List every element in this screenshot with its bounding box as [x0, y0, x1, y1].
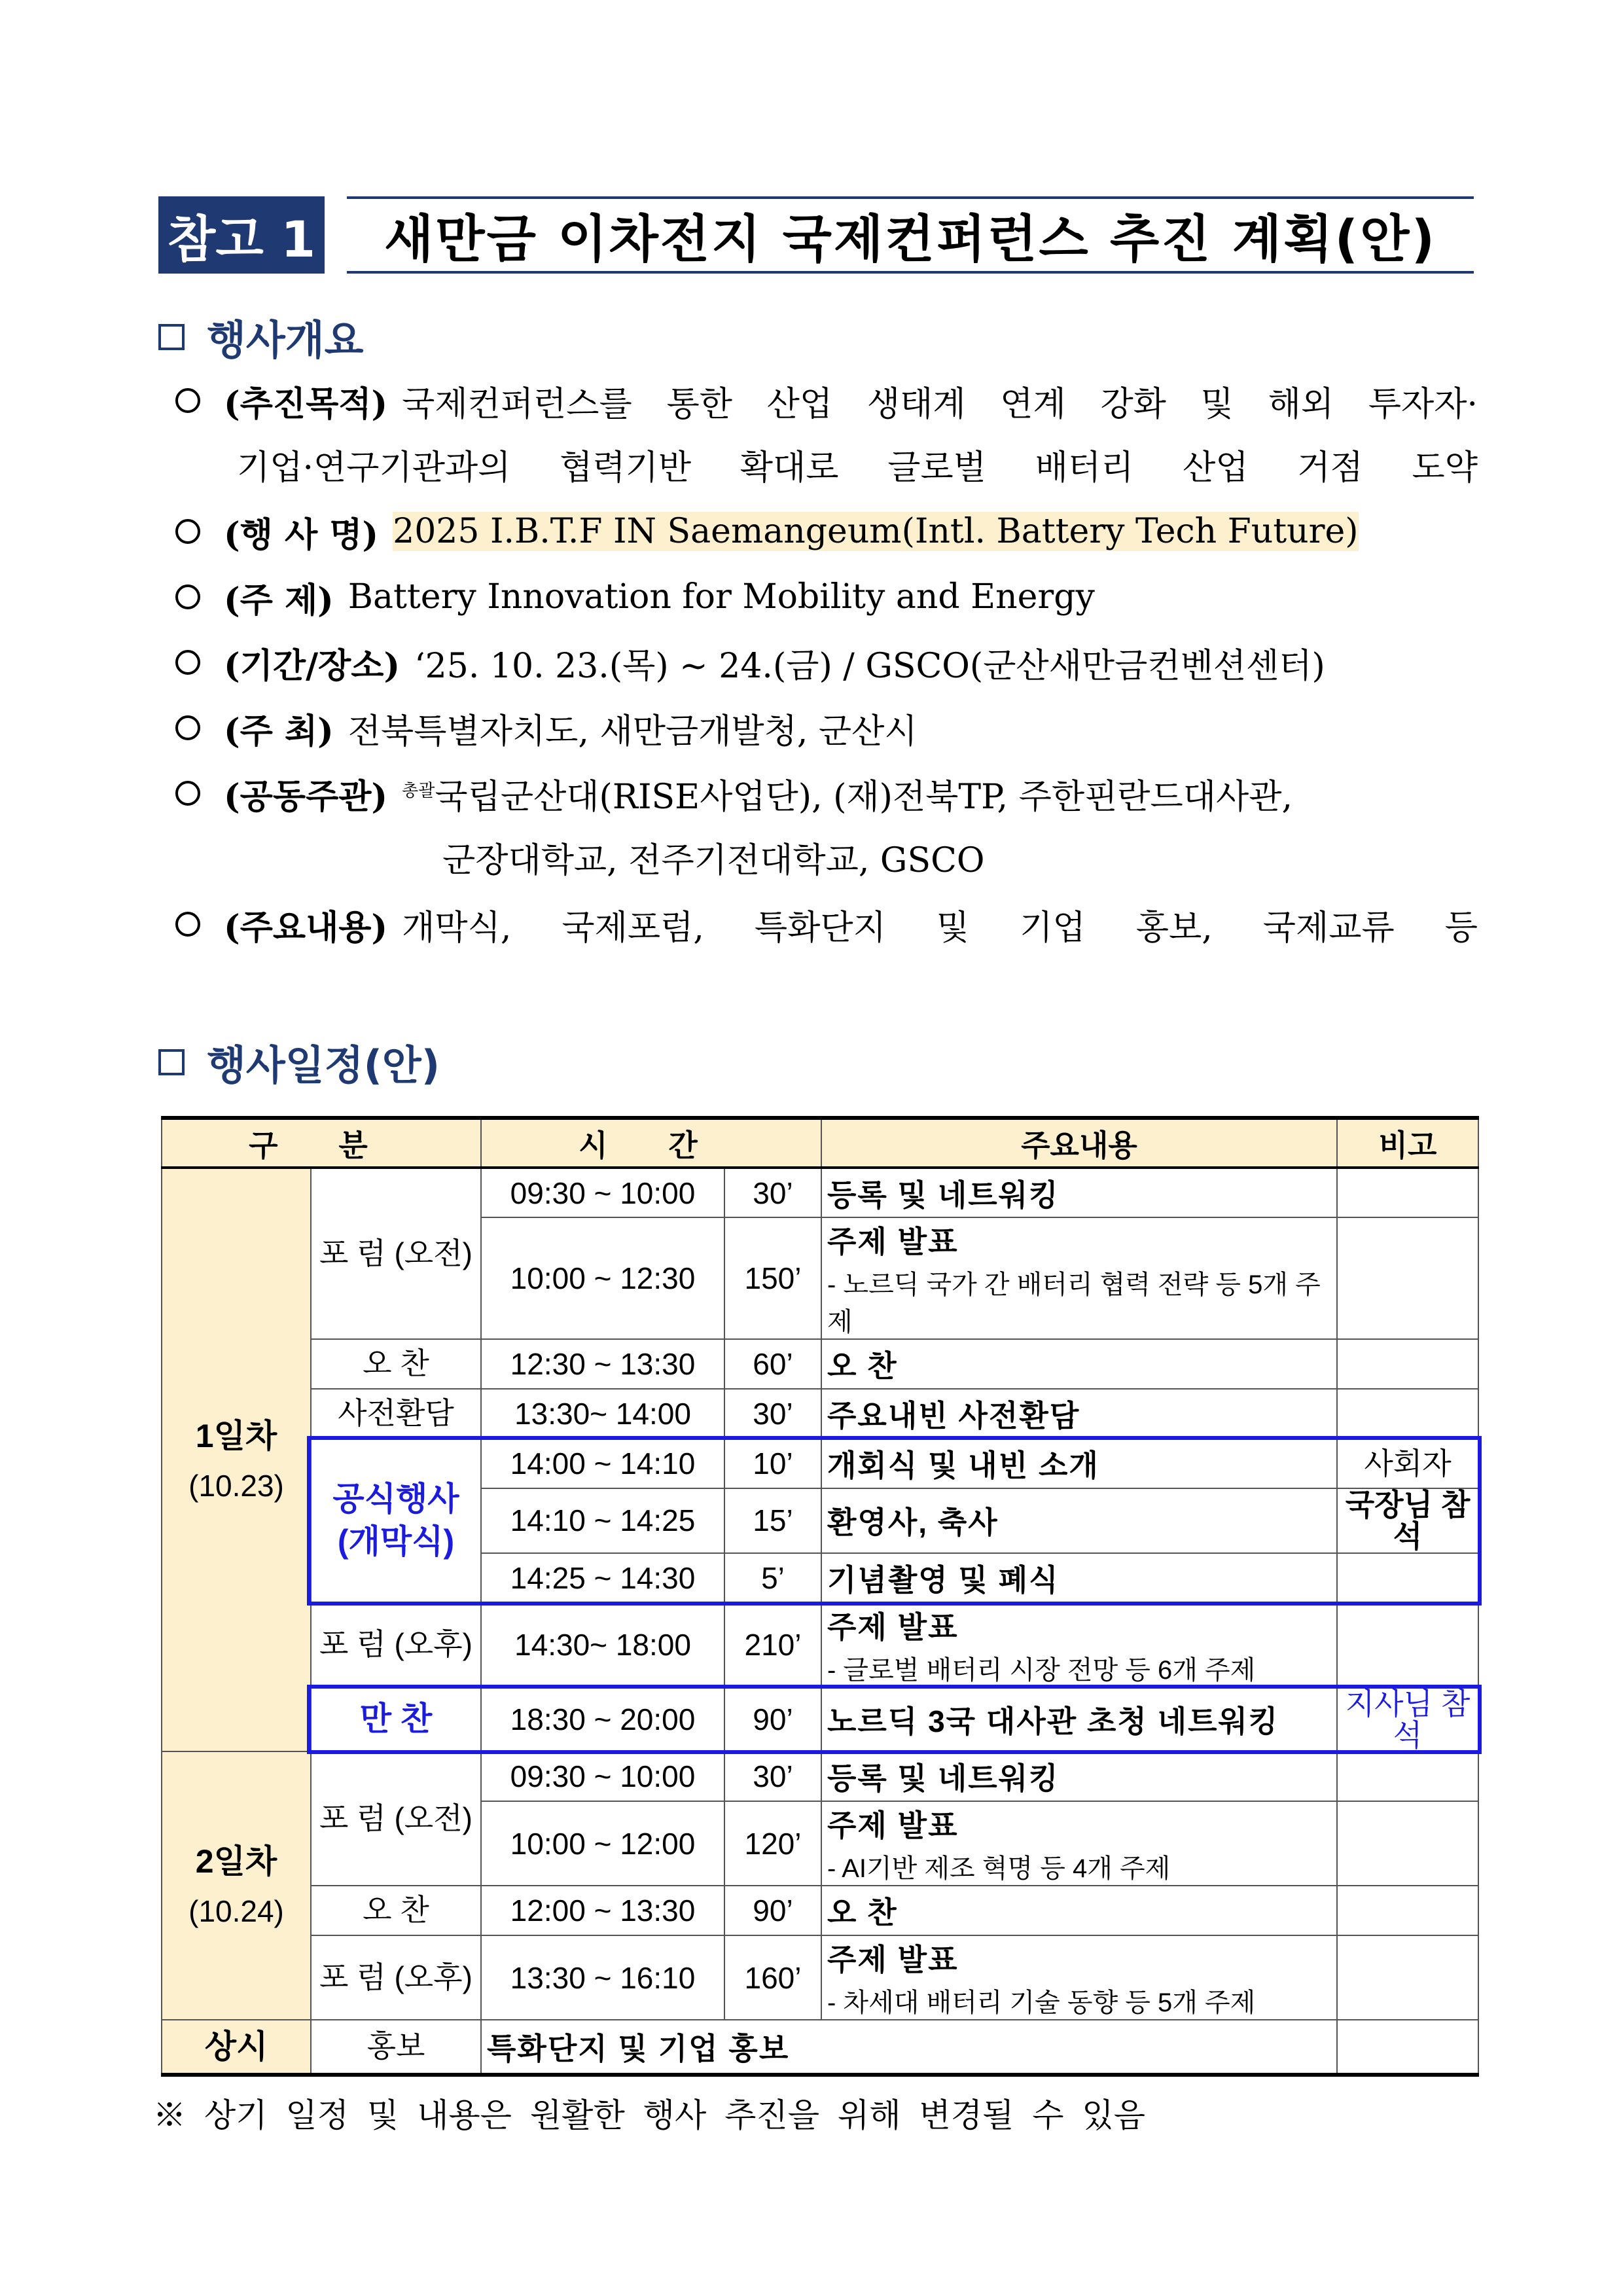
footnote: ※ 상기 일정 및 내용은 원활한 행사 추진을 위해 변경될 수 있음	[153, 2097, 1146, 2134]
item-label: (주 제)	[224, 580, 334, 620]
item-continuation: 군장대학교, 전주기전대학교, GSCO	[442, 841, 985, 880]
content-cell: 특화단지 및 기업 홍보	[481, 2020, 1337, 2075]
circle-bullet-icon	[175, 715, 200, 740]
table-row	[162, 1687, 1478, 1752]
note-cell	[1337, 1751, 1478, 1801]
duration-cell: 210’	[724, 1603, 821, 1687]
reference-badge: 참고 1	[158, 196, 325, 274]
table-row	[162, 1603, 1478, 1687]
time-cell: 10:00 ~ 12:00	[481, 1801, 724, 1886]
day2-label: 2일차	[195, 1843, 277, 1880]
page-title: 새만금 이차전지 국제컨퍼런스 추진 계획(안)	[347, 196, 1474, 274]
division-cell: 포 럼 (오전)	[311, 1751, 481, 1886]
item-sup: 총괄	[402, 781, 435, 801]
header-note: 비고	[1337, 1118, 1478, 1168]
content-main: 주제 발표	[827, 1225, 959, 1259]
division-cell: 포 럼 (오전)	[311, 1168, 481, 1339]
content-cell: 등록 및 네트워킹	[821, 1751, 1337, 1801]
time-cell: 14:00 ~ 14:10	[481, 1439, 724, 1488]
item-text: 국제컨퍼런스를 통한 산업 생태계 연계 강화 및 해외 투자자·	[402, 384, 1478, 424]
circle-bullet-icon	[175, 912, 200, 937]
overview-item-event-name	[175, 502, 1478, 561]
content-sub: - 차세대 배터리 기술 동향 등 5개 주제	[827, 1988, 1256, 2018]
content-cell: 기념촬영 및 폐식	[821, 1553, 1337, 1603]
division-cell-ceremony: 공식행사 (개막식)	[311, 1439, 481, 1603]
content-sub: - 글로벌 배터리 시장 전망 등 6개 주제	[827, 1655, 1256, 1685]
overview-item-host	[175, 698, 1478, 757]
duration-cell: 5’	[724, 1553, 821, 1603]
table-row	[162, 1439, 1478, 1488]
note-cell	[1337, 1217, 1478, 1339]
table-row	[162, 1389, 1478, 1439]
content-cell	[821, 1935, 1337, 2020]
item-text: Battery Innovation for Mobility and Energy	[348, 577, 1095, 617]
content-sub: - AI기반 제조 혁명 등 4개 주제	[827, 1854, 1171, 1884]
item-label: (주 최)	[224, 711, 334, 751]
content-cell: 등록 및 네트워킹	[821, 1168, 1337, 1217]
day1-label: 1일차	[195, 1417, 277, 1454]
note-cell	[1337, 1168, 1478, 1217]
time-cell: 13:30 ~ 16:10	[481, 1935, 724, 2020]
table-row	[162, 1886, 1478, 1935]
overview-section-header	[158, 308, 364, 366]
time-cell: 09:30 ~ 10:00	[481, 1168, 724, 1217]
note-cell	[1337, 1935, 1478, 2020]
table-row	[162, 2020, 1478, 2075]
content-cell: 환영사, 축사	[821, 1488, 1337, 1553]
day2-cell	[162, 1751, 311, 2020]
circle-bullet-icon	[175, 781, 200, 806]
item-text: 전북특별자치도, 새만금개발청, 군산시	[348, 711, 918, 751]
overview-item-period-venue	[175, 633, 1478, 692]
content-cell: 주요내빈 사전환담	[821, 1389, 1337, 1439]
time-cell: 18:30 ~ 20:00	[481, 1687, 724, 1752]
item-continuation: 기업·연구기관과의 협력기반 확대로 글로벌 배터리 산업 거점 도약	[237, 448, 1478, 488]
content-cell	[821, 1603, 1337, 1687]
table-row	[162, 1751, 1478, 1801]
header-content: 주요내용	[821, 1118, 1337, 1168]
note-cell: 지사님 참석	[1337, 1687, 1478, 1752]
content-cell: 오 찬	[821, 1886, 1337, 1935]
division-cell: 오 찬	[311, 1339, 481, 1389]
day1-cell	[162, 1168, 311, 1751]
schedule-section-header	[158, 1033, 440, 1091]
schedule-title: 행사일정(안)	[207, 1041, 440, 1089]
content-main: 주제 발표	[827, 1609, 959, 1644]
circle-bullet-icon	[175, 388, 200, 413]
time-cell: 12:00 ~ 13:30	[481, 1886, 724, 1935]
time-cell: 14:30~ 18:00	[481, 1603, 724, 1687]
duration-cell: 30’	[724, 1389, 821, 1439]
item-label: (공동주관)	[224, 776, 388, 817]
duration-cell: 60’	[724, 1339, 821, 1389]
item-label: (주요내용)	[224, 907, 388, 948]
day2-date: (10.24)	[188, 1894, 284, 1929]
note-cell	[1337, 1801, 1478, 1886]
day1-date: (10.23)	[188, 1468, 284, 1503]
note-cell: 국장님 참석	[1337, 1488, 1478, 1553]
overview-item-main-content	[175, 895, 1478, 954]
time-cell: 14:25 ~ 14:30	[481, 1553, 724, 1603]
time-cell: 13:30~ 14:00	[481, 1389, 724, 1439]
division-cell: 포 럼 (오후)	[311, 1935, 481, 2020]
duration-cell: 150’	[724, 1217, 821, 1339]
note-cell: 사회자	[1337, 1439, 1478, 1488]
header-division: 구 분	[162, 1118, 481, 1168]
time-cell: 09:30 ~ 10:00	[481, 1751, 724, 1801]
circle-bullet-icon	[175, 584, 200, 609]
time-cell: 10:00 ~ 12:30	[481, 1217, 724, 1339]
header-time: 시 간	[481, 1118, 821, 1168]
note-cell	[1337, 1553, 1478, 1603]
circle-bullet-icon	[175, 519, 200, 544]
content-cell: 노르딕 3국 대사관 초청 네트워킹	[821, 1687, 1337, 1752]
content-sub: - 노르딕 국가 간 배터리 협력 전략 등 5개 주제	[827, 1270, 1321, 1336]
table-row	[162, 1935, 1478, 2020]
content-cell	[821, 1801, 1337, 1886]
item-text: ‘25. 10. 23.(목) ~ 24.(금) / GSCO(군산새만금컨벤션센터)	[414, 646, 1325, 686]
overview-item-co-organizers	[175, 764, 1478, 823]
content-main: 주제 발표	[827, 1808, 959, 1843]
duration-cell: 90’	[724, 1687, 821, 1752]
duration-cell: 160’	[724, 1935, 821, 2020]
overview-title: 행사개요	[207, 316, 364, 364]
note-cell	[1337, 1339, 1478, 1389]
time-cell: 14:10 ~ 14:25	[481, 1488, 724, 1553]
duration-cell: 30’	[724, 1168, 821, 1217]
note-cell	[1337, 2020, 1478, 2075]
item-label: (기간/장소)	[224, 645, 401, 686]
duration-cell: 120’	[724, 1801, 821, 1886]
content-cell	[821, 1217, 1337, 1339]
division-cell: 오 찬	[311, 1886, 481, 1935]
time-cell: 12:30 ~ 13:30	[481, 1339, 724, 1389]
checkbox-square-icon	[158, 324, 185, 350]
item-label: (행 사 명)	[224, 514, 379, 555]
note-cell	[1337, 1389, 1478, 1439]
duration-cell: 15’	[724, 1488, 821, 1553]
duration-cell: 10’	[724, 1439, 821, 1488]
note-cell	[1337, 1886, 1478, 1935]
always-label-cell: 상시	[162, 2020, 311, 2075]
table-row	[162, 1168, 1478, 1217]
division-cell: 홍보	[311, 2020, 481, 2075]
overview-item-purpose	[175, 371, 1478, 430]
content-cell: 개회식 및 내빈 소개	[821, 1439, 1337, 1488]
table-row	[162, 1339, 1478, 1389]
item-text: 국립군산대(RISE사업단), (재)전북TP, 주한핀란드대사관,	[435, 777, 1293, 817]
duration-cell: 90’	[724, 1886, 821, 1935]
event-name-highlight: 2025 I.B.T.F IN Saemangeum(Intl. Battery Tech Future)	[393, 512, 1359, 551]
checkbox-square-icon	[158, 1049, 185, 1075]
overview-item-theme	[175, 567, 1478, 626]
item-text: 개막식, 국제포럼, 특화단지 및 기업 홍보, 국제교류 등	[402, 908, 1478, 948]
content-cell: 오 찬	[821, 1339, 1337, 1389]
division-cell: 사전환담	[311, 1389, 481, 1439]
circle-bullet-icon	[175, 650, 200, 675]
division-cell: 포 럼 (오후)	[311, 1603, 481, 1687]
note-cell	[1337, 1603, 1478, 1687]
schedule-table	[161, 1116, 1479, 2077]
duration-cell: 30’	[724, 1751, 821, 1801]
division-cell-dinner: 만 찬	[311, 1687, 481, 1752]
content-main: 주제 발표	[827, 1943, 959, 1977]
item-label: (추진목적)	[224, 384, 388, 424]
